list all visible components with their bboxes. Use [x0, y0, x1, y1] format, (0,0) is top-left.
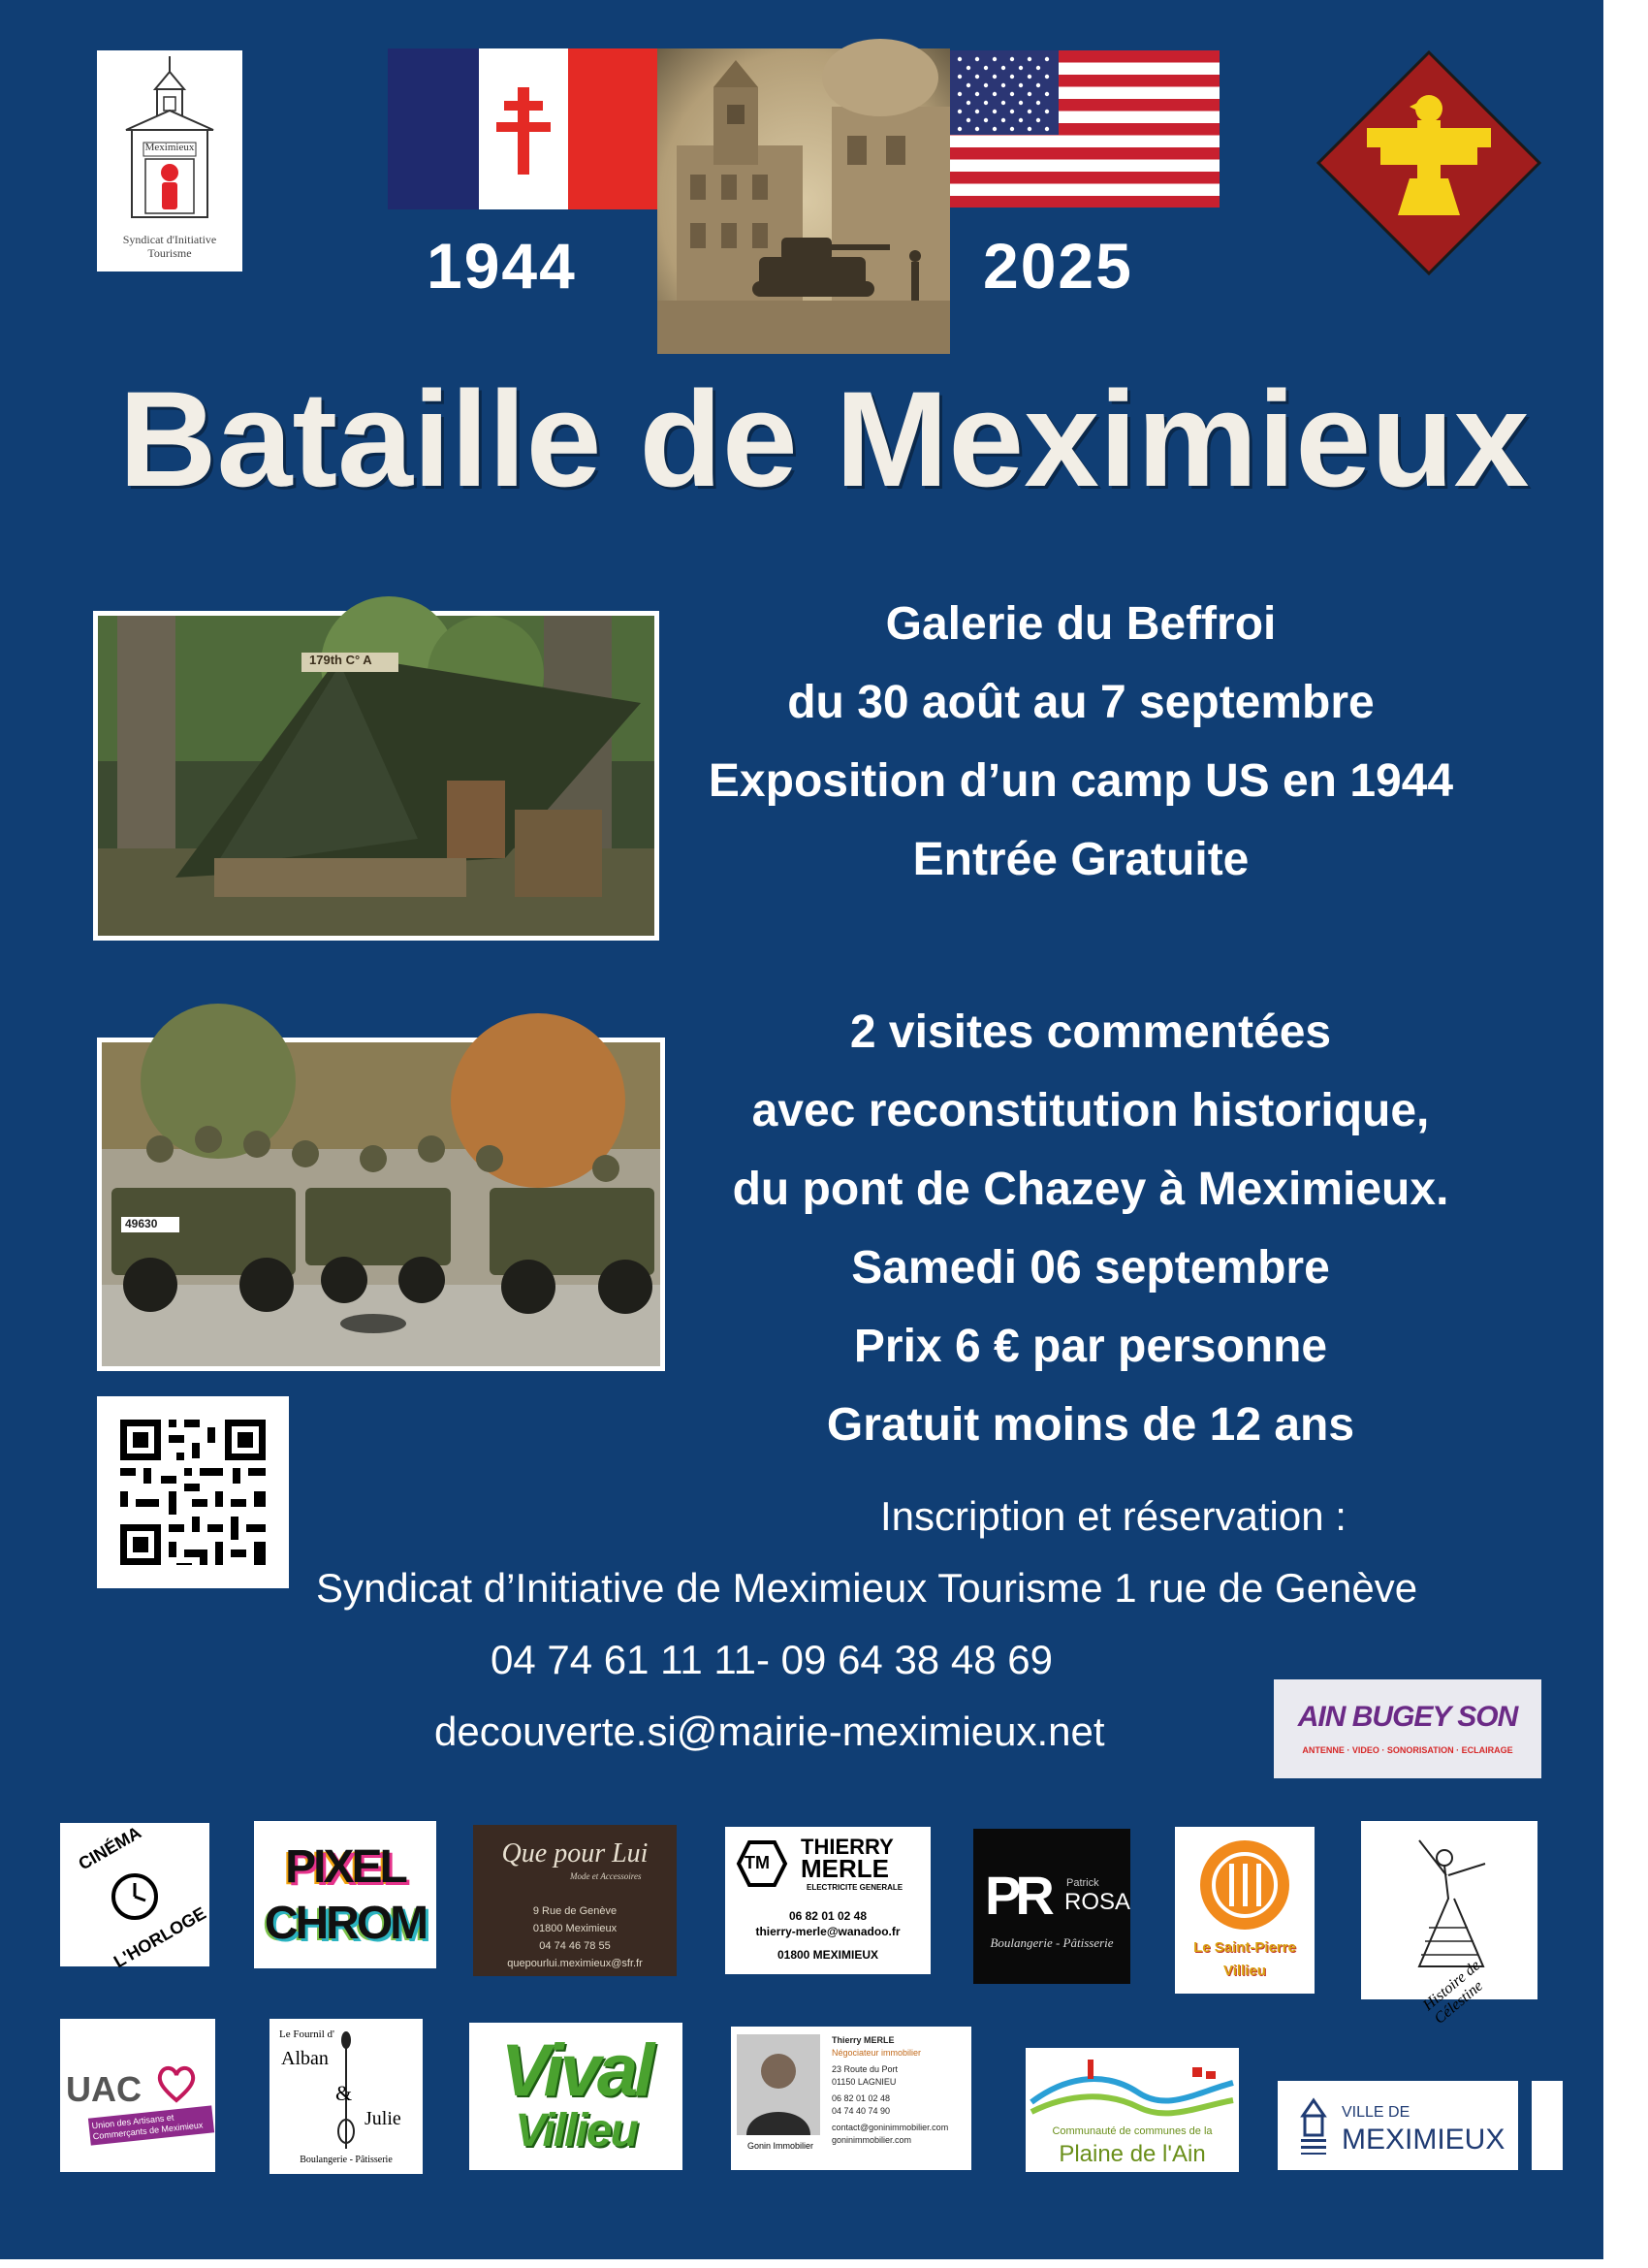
ain-bugey-son-logo: [1274, 1679, 1541, 1778]
pixel-chrom-line1: PIXEL: [285, 1841, 405, 1893]
jeep-plate-text: 49630: [125, 1217, 158, 1230]
cinema-line1: CINÉMA: [75, 1822, 144, 1874]
exhibition-info: [669, 585, 1493, 899]
celestine-name: Histoire de Célestine: [1419, 1957, 1487, 2028]
patrick-rosa-last: ROSA: [1064, 1889, 1131, 1915]
pixel-chrom-line2: CHROM: [264, 1898, 427, 1949]
cinema-line2: L'HORLOGE: [110, 1902, 209, 1972]
saint-pierre-town: Villieu: [1223, 1963, 1266, 1979]
guided-visits-info: [679, 993, 1503, 1464]
gonin-addr2: 01150 LAGNIEU: [832, 2077, 897, 2087]
thunderbird-division-insignia: [1316, 50, 1541, 275]
gonin-person: Thierry MERLE: [832, 2035, 895, 2045]
reenactors-jeeps-photo: [97, 1038, 665, 1371]
que-pour-lui-email: quepourlui.meximieux@sfr.fr: [507, 1958, 643, 1969]
ain-bugey-son-name: AIN BUGEY SON: [1297, 1701, 1518, 1733]
gonin-brand: Gonin Immobilier: [746, 2141, 814, 2151]
que-pour-lui-logo: [473, 1825, 677, 1976]
vival-brand: Vival: [500, 2029, 651, 2112]
syndicat-logo-top-text: Meximieux: [144, 142, 195, 153]
exhibition-description: Exposition d’un camp US en 1944: [708, 755, 1454, 807]
vival-villieu-logo: [469, 2023, 682, 2170]
alban-julie-name1: Alban: [281, 2048, 329, 2069]
contact-email[interactable]: decouverte.si@mairie-meximieux.net: [434, 1709, 1105, 1754]
exhibition-price: Entrée Gratuite: [912, 834, 1250, 885]
alban-julie-trade: Boulangerie - Pâtisserie: [300, 2155, 393, 2165]
qr-code[interactable]: [97, 1396, 289, 1588]
exhibition-venue: Galerie du Beffroi: [885, 598, 1277, 650]
agent-portrait: [737, 2034, 820, 2135]
heart-icon: [155, 2063, 198, 2102]
plaine-de-l-ain-logo: [1026, 2048, 1239, 2172]
que-pour-lui-name: Que pour Lui: [501, 1838, 649, 1869]
plaine-ain-line1: Communauté de communes de la: [1052, 2125, 1213, 2137]
patrick-rosa-logo: [973, 1829, 1130, 1984]
contact-phones[interactable]: 04 74 61 11 11- 09 64 38 48 69: [491, 1637, 1053, 1682]
uacm-logo: [60, 2019, 215, 2172]
ville-line2: MEXIMIEUX: [1342, 2124, 1505, 2156]
alban-julie-amp: &: [335, 2081, 353, 2105]
patrick-rosa-monogram: PR: [985, 1865, 1049, 1926]
ville-de-meximieux-logo: [1278, 2081, 1518, 2170]
exhibition-dates: du 30 août au 7 septembre: [787, 677, 1375, 728]
thierry-merle-logo: [725, 1827, 931, 1974]
ain-bugey-son-tagline: ANTENNE · VIDEO · SONORISATION · ECLAIRAGE: [1302, 1745, 1513, 1755]
historic-tank-photo: [657, 48, 950, 354]
year-start: 1944: [427, 230, 577, 302]
que-pour-lui-address: 9 Rue de Genève: [532, 1905, 618, 1917]
saint-pierre-name: Le Saint-Pierre: [1193, 1939, 1296, 1956]
thierry-merle-activity: ELECTRICITE GENERALE: [807, 1883, 903, 1892]
visits-reenactment: avec reconstitution historique,: [751, 1085, 1430, 1136]
tent-sign-text: 179th C° A: [309, 653, 372, 667]
plate-cutlery-icon: [1196, 1837, 1293, 1933]
cinema-horloge-logo: [60, 1822, 209, 1972]
gonin-email: contact@goninimmobilier.com: [832, 2123, 949, 2132]
contact-address: Syndicat d’Initiative de Meximieux Tourisme 1 rue de Genève: [316, 1565, 1418, 1611]
plaine-ain-line2: Plaine de l'Ain: [1059, 2141, 1206, 2167]
thierry-merle-name2: MERLE: [801, 1854, 889, 1883]
visits-free-children: Gratuit moins de 12 ans: [826, 1399, 1355, 1451]
visits-count: 2 visites commentées: [849, 1006, 1332, 1058]
gonin-web: goninimmobilier.com: [832, 2135, 912, 2145]
visits-route: du pont de Chazey à Meximieux.: [732, 1164, 1449, 1215]
gonin-phone2: 04 74 40 74 90: [832, 2106, 891, 2116]
que-pour-lui-sub: Mode et Accessoires: [570, 1871, 642, 1881]
saint-pierre-logo: [1175, 1827, 1315, 1994]
patrick-rosa-first: Patrick: [1066, 1877, 1099, 1889]
alban-julie-logo: [269, 2019, 423, 2174]
syndicat-initiative-logo: [97, 50, 242, 272]
white-edge-strip: [1532, 2081, 1563, 2170]
free-french-flag: [388, 48, 659, 209]
thierry-merle-tm: TM: [745, 1853, 770, 1872]
page-title: Bataille de Meximieux: [118, 363, 1530, 515]
visits-date: Samedi 06 septembre: [851, 1242, 1330, 1294]
que-pour-lui-city: 01800 Meximieux: [532, 1923, 618, 1934]
dancer-illustration: [1361, 1821, 1537, 1999]
thierry-merle-name1: THIERRY: [801, 1835, 894, 1859]
year-end: 2025: [983, 230, 1133, 302]
pixel-chrom-logo: [254, 1821, 436, 1968]
us-flag: [950, 50, 1220, 208]
contact-heading: Inscription et réservation :: [880, 1493, 1347, 1539]
celestine-logo: [1361, 1821, 1537, 2028]
visits-price: Prix 6 € par personne: [853, 1321, 1328, 1372]
thierry-merle-email: thierry-merle@wanadoo.fr: [755, 1925, 901, 1938]
gonin-addr1: 23 Route du Port: [832, 2064, 899, 2074]
vival-town: Villieu: [515, 2105, 637, 2156]
gonin-immobilier-card: [731, 2027, 971, 2170]
us-camp-tent-photo: [93, 611, 659, 941]
thierry-merle-city: 01800 MEXIMIEUX: [776, 1948, 879, 1962]
thierry-merle-phone: 06 82 01 02 48: [788, 1909, 868, 1923]
alban-julie-top: Le Fournil d': [279, 2028, 334, 2040]
alban-julie-name2: Julie: [364, 2108, 401, 2129]
syndicat-logo-caption: Syndicat d'Initiative Tourisme: [122, 233, 217, 260]
gonin-role: Négociateur immobilier: [832, 2048, 922, 2058]
gonin-phone1: 06 82 01 02 48: [832, 2093, 891, 2103]
uacm-acronym: UAC: [66, 2069, 142, 2109]
uacm-sub: Union des Artisans et Commerçants de Meximieux: [88, 2105, 214, 2145]
belfry-icon: [1299, 2094, 1328, 2155]
que-pour-lui-phone: 04 74 46 78 55: [539, 1940, 611, 1952]
patrick-rosa-trade: Boulangerie - Pâtisserie: [990, 1935, 1114, 1950]
ville-line1: VILLE DE: [1342, 2104, 1410, 2121]
landscape-waves-icon: [1031, 2054, 1233, 2122]
